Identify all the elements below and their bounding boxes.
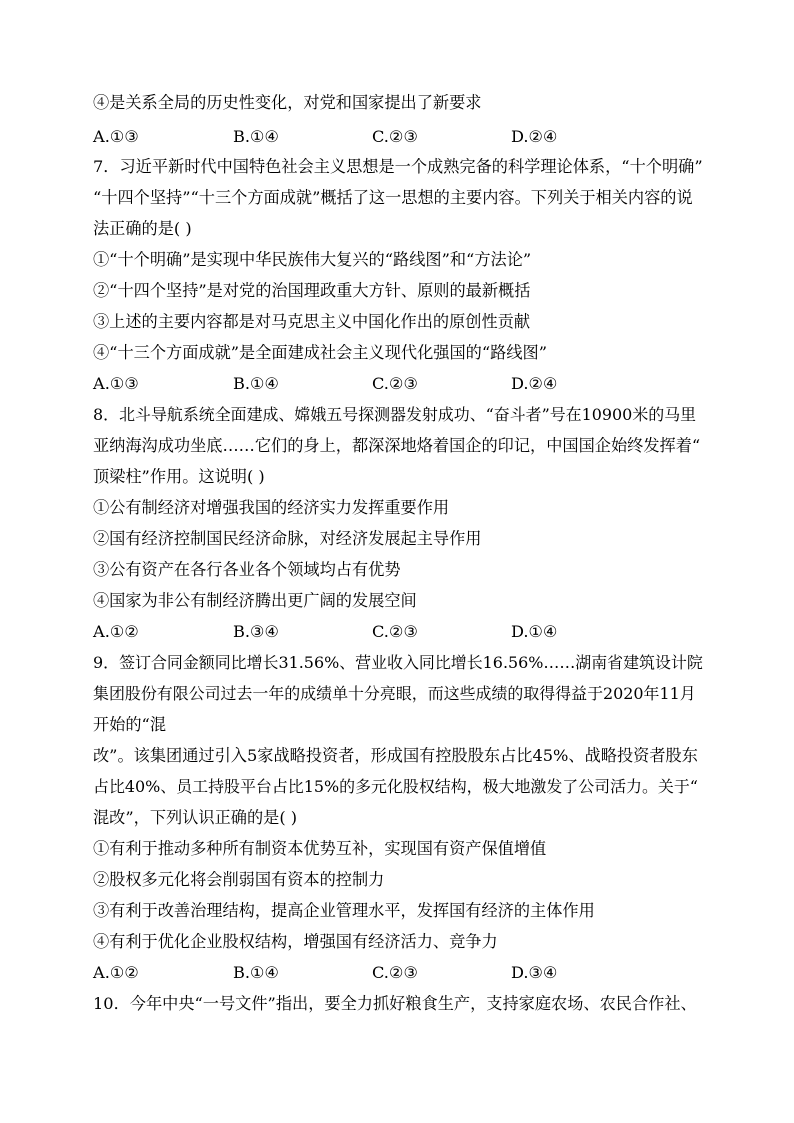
q6-item-4: ④是关系全局的历史性变化，对党和国家提出了新要求 [93,93,482,112]
q8-stem-line-3: 顶梁柱”作用。这说明( ) [93,467,265,486]
q9-option-c: C.②③ [372,963,418,982]
q9-item-1: ①有利于推动多种所有制资本优势互补，实现国有资产保值增值 [93,839,547,858]
q9-item-4: ④有利于优化企业股权结构，增强国有经济活力、竞争力 [93,932,498,951]
q8-option-d: D.①④ [511,622,558,641]
q9-item-3: ③有利于改善治理结构，提高企业管理水平，发挥国有经济的主体作用 [93,901,595,920]
q6-option-a: A.①③ [93,127,139,146]
q8-item-1: ①公有制经济对增强我国的经济实力发挥重要作用 [93,498,450,517]
q8-item-4: ④国家为非公有制经济腾出更广阔的发展空间 [93,591,417,610]
q8-options [93,621,703,643]
q7-item-4: ④“十三个方面成就”是全面建成社会主义现代化强国的“路线图” [93,343,547,362]
q9-stem-line-5: 占比40%、员工持股平台占比15%的多元化股权结构，极大地激发了公司活力。关于“ [93,777,698,796]
q7-options [93,373,703,395]
q9-stem-line-3: 开始的“混 [93,715,167,734]
q8-option-c: C.②③ [372,622,418,641]
q8-stem-line-1: 8．北斗导航系统全面建成、嫦娥五号探测器发射成功、“奋斗者”号在10900米的马里 [93,405,697,424]
q9-option-d: D.③④ [511,963,558,982]
q6-option-b: B.①④ [233,127,280,146]
q8-option-a: A.①② [93,622,139,641]
q9-stem-line-1: 9．签订合同金额同比增长31.56%、营业收入同比增长16.56%……湖南省建筑设计院 [93,653,703,672]
q8-option-b: B.③④ [233,622,280,641]
q7-item-2: ②“十四个坚持”是对党的治国理政重大方针、原则的最新概括 [93,281,531,300]
q8-item-3: ③公有资产在各行各业各个领域均占有优势 [93,560,401,579]
q9-stem-line-6: 混改”，下列认识正确的是( ) [93,808,298,827]
q7-stem-line-3: 法正确的是( ) [93,219,192,238]
q7-option-a: A.①③ [93,374,139,393]
q9-item-2: ②股权多元化将会削弱国有资本的控制力 [93,870,385,889]
q9-option-a: A.①② [93,963,139,982]
q9-stem-line-2: 集团股份有限公司过去一年的成绩单十分亮眼，而这些成绩的取得得益于2020年11月 [93,684,696,703]
q7-item-3: ③上述的主要内容都是对马克思主义中国化作出的原创性贡献 [93,312,531,331]
q7-stem-line-2: “十四个坚持”“十三个方面成就”概括了这一思想的主要内容。下列关于相关内容的说 [93,188,693,207]
q8-stem-line-2: 亚纳海沟成功坐底……它们的身上，都深深地烙着国企的印记，中国国企始终发挥着“ [93,436,701,455]
q9-option-b: B.①④ [233,963,280,982]
q7-option-d: D.②④ [511,374,558,393]
q7-stem-line-1: 7．习近平新时代中国特色社会主义思想是一个成熟完备的科学理论体系，“十个明确” [93,157,703,176]
q6-option-d: D.②④ [511,127,558,146]
q7-option-b: B.①④ [233,374,280,393]
q6-options [93,126,703,148]
q9-stem-line-4: 改”。该集团通过引入5家战略投资者，形成国有控股股东占比45%、战略投资者股东 [93,746,698,765]
q6-option-c: C.②③ [372,127,418,146]
q9-options [93,962,703,984]
q7-item-1: ①“十个明确”是实现中华民族伟大复兴的“路线图”和“方法论” [93,250,532,269]
q7-option-c: C.②③ [372,374,418,393]
q10-stem-line-1: 10．今年中央“一号文件”指出，要全力抓好粮食生产，支持家庭农场、农民合作社、 [93,994,697,1013]
q8-item-2: ②国有经济控制国民经济命脉，对经济发展起主导作用 [93,529,482,548]
